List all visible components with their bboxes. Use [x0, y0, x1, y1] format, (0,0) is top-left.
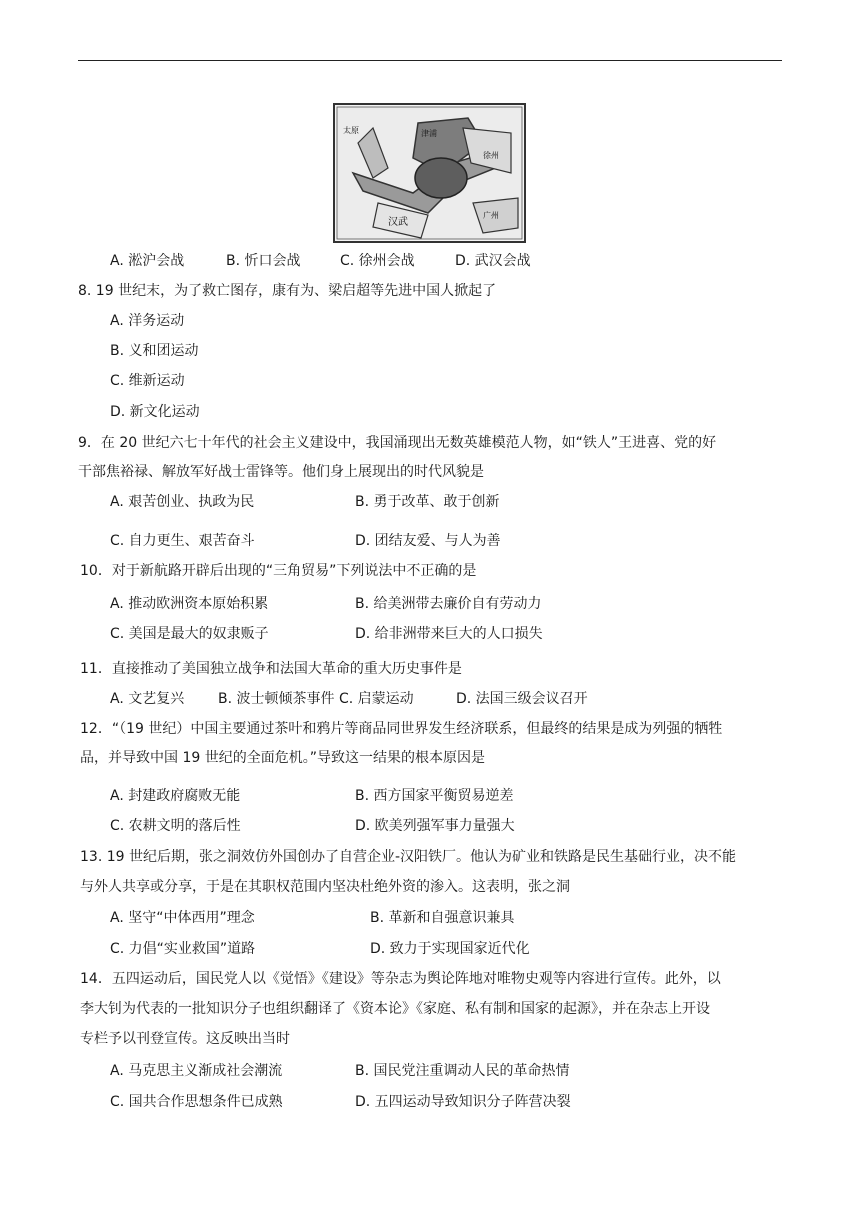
- q13-stem-line-2: 与外人共享或分享，于是在其职权范围内坚决杜绝外资的渗入。这表明，张之洞: [80, 879, 570, 895]
- q11-option-b-c: B. 波士顿倾茶事件 C. 启蒙运动: [218, 691, 414, 707]
- q10-option-a: A. 推动欧洲资本原始积累: [110, 596, 269, 612]
- q7-option-b: B. 忻口会战: [226, 253, 301, 269]
- q7-option-c: C. 徐州会战: [340, 253, 415, 269]
- q14-option-d: D. 五四运动导致知识分子阵营决裂: [355, 1094, 571, 1110]
- figure-label-guangzhou: 广州: [483, 211, 499, 220]
- q14-stem-line-1: 14．五四运动后，国民党人以《觉悟》《建设》等杂志为舆论阵地对唯物史观等内容进行宣传。此外，以: [80, 971, 721, 987]
- q14-stem-line-3: 专栏予以刊登宣传。这反映出当时: [80, 1031, 290, 1047]
- q14-option-c: C. 国共合作思想条件已成熟: [110, 1094, 283, 1110]
- q12-option-a: A. 封建政府腐败无能: [110, 788, 241, 804]
- q13-option-c: C. 力倡“实业救国”道路: [110, 941, 256, 957]
- q10-option-b: B. 给美洲带去廉价自有劳动力: [355, 596, 542, 612]
- q13-option-d: D. 致力于实现国家近代化: [370, 941, 530, 957]
- q12-option-d: D. 欧美列强军事力量强大: [355, 818, 515, 834]
- q7-option-d: D. 武汉会战: [455, 253, 531, 269]
- q9-stem-line-2: 干部焦裕禄、解放军好战士雷锋等。他们身上展现出的时代风貌是: [78, 464, 484, 480]
- q12-stem-line-2: 品，并导致中国 19 世纪的全面危机。”导致这一结果的根本原因是: [80, 750, 485, 766]
- q12-option-b: B. 西方国家平衡贸易逆差: [355, 788, 514, 804]
- q8-option-a: A. 洋务运动: [110, 313, 185, 329]
- q11-stem: 11．直接推动了美国独立战争和法国大革命的重大历史事件是: [80, 661, 462, 677]
- header-rule: [78, 60, 782, 61]
- q13-option-a: A. 坚守“中体西用”理念: [110, 910, 255, 926]
- figure-label-xuzhou: 徐州: [483, 151, 499, 160]
- q9-option-a: A. 艰苦创业、执政为民: [110, 494, 255, 510]
- q8-option-d: D. 新文化运动: [110, 404, 200, 420]
- political-cartoon-image: [333, 103, 526, 243]
- q9-option-c: C. 自力更生、艰苦奋斗: [110, 533, 255, 549]
- q8-option-c: C. 维新运动: [110, 373, 185, 389]
- q11-option-a: A. 文艺复兴: [110, 691, 185, 707]
- q9-option-d: D. 团结友爱、与人为善: [355, 533, 501, 549]
- q10-stem: 10．对于新航路开辟后出现的“三角贸易”下列说法中不正确的是: [80, 563, 477, 579]
- q8-option-b: B. 义和团运动: [110, 343, 199, 359]
- q12-option-c: C. 农耕文明的落后性: [110, 818, 241, 834]
- q11-option-d: D. 法国三级会议召开: [456, 691, 588, 707]
- q12-stem-line-1: 12．“（19 世纪）中国主要通过茶叶和鸦片等商品同世界发生经济联系，但最终的结果是成为列强的牺牲: [80, 721, 723, 737]
- q13-option-b: B. 革新和自强意识兼具: [370, 910, 515, 926]
- q13-stem-line-1: 13. 19 世纪后期，张之洞效仿外国创办了自营企业-汉阳铁厂。他认为矿业和铁路是民生基础行业，决不能: [80, 849, 737, 865]
- q14-stem-line-2: 李大钊为代表的一批知识分子也组织翻译了《资本论》《家庭、私有制和国家的起源》，并在杂志上开设: [80, 1001, 710, 1017]
- q14-option-a: A. 马克思主义渐成社会潮流: [110, 1063, 283, 1079]
- q10-option-c: C. 美国是最大的奴隶贩子: [110, 626, 269, 642]
- q9-stem-line-1: 9．在 20 世纪六七十年代的社会主义建设中，我国涌现出无数英雄模范人物，如“铁人”王进喜、党的好: [78, 435, 717, 451]
- q14-option-b: B. 国民党注重调动人民的革命热情: [355, 1063, 570, 1079]
- q7-option-a: A. 淞沪会战: [110, 253, 185, 269]
- q10-option-d: D. 给非洲带来巨大的人口损失: [355, 626, 543, 642]
- figure-label-taiyuan: 太原: [343, 126, 359, 135]
- figure-label-hanwu: 汉武: [388, 217, 408, 228]
- q8-stem: 8. 19 世纪末，为了救亡图存，康有为、梁启超等先进中国人掀起了: [78, 283, 497, 299]
- q9-option-b: B. 勇于改革、敢于创新: [355, 494, 500, 510]
- figure-label-jinpu: 津浦: [421, 129, 437, 138]
